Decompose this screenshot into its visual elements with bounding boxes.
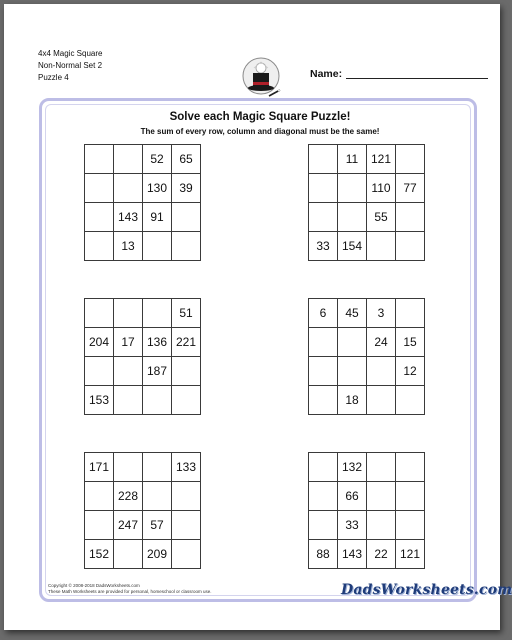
given-number-cell: 15 (396, 328, 425, 357)
blank-cell[interactable] (367, 482, 396, 511)
grid-row (309, 511, 425, 540)
given-number-cell: 77 (396, 174, 425, 203)
blank-cell[interactable] (396, 511, 425, 540)
blank-cell[interactable] (396, 145, 425, 174)
blank-cell[interactable] (367, 386, 396, 415)
blank-cell[interactable] (114, 453, 143, 482)
blank-cell[interactable] (85, 299, 114, 328)
name-label: Name: (310, 68, 343, 80)
given-number-cell: 24 (367, 328, 396, 357)
grid-row (309, 453, 425, 482)
given-number-cell: 228 (114, 482, 143, 511)
grid-row (309, 482, 425, 511)
magic-square-1 (84, 144, 201, 261)
blank-cell[interactable] (114, 299, 143, 328)
grid-row (309, 203, 425, 232)
grid-row (85, 174, 201, 203)
dadsworksheets-logo: DadsWorksheets.com (341, 582, 512, 598)
blank-cell[interactable] (172, 386, 201, 415)
given-number-cell: 221 (172, 328, 201, 357)
magic-square-5 (84, 452, 201, 569)
given-number-cell: 22 (367, 540, 396, 569)
blank-cell[interactable] (396, 299, 425, 328)
blank-cell[interactable] (85, 174, 114, 203)
worksheet-set: Non-Normal Set 2 (38, 61, 103, 70)
given-number-cell: 187 (143, 357, 172, 386)
given-number-cell: 91 (143, 203, 172, 232)
given-number-cell: 6 (309, 299, 338, 328)
blank-cell[interactable] (309, 145, 338, 174)
grid-row (85, 453, 201, 482)
given-number-cell: 11 (338, 145, 367, 174)
given-number-cell: 3 (367, 299, 396, 328)
given-number-cell: 110 (367, 174, 396, 203)
blank-cell[interactable] (172, 540, 201, 569)
blank-cell[interactable] (85, 203, 114, 232)
blank-cell[interactable] (309, 453, 338, 482)
blank-cell[interactable] (114, 540, 143, 569)
grid-row (85, 357, 201, 386)
blank-cell[interactable] (396, 482, 425, 511)
given-number-cell: 247 (114, 511, 143, 540)
blank-cell[interactable] (172, 203, 201, 232)
blank-cell[interactable] (309, 386, 338, 415)
given-number-cell: 12 (396, 357, 425, 386)
magic-square-6 (308, 452, 425, 569)
name-field[interactable] (346, 78, 488, 79)
grid-row (309, 328, 425, 357)
grid-row (85, 540, 201, 569)
given-number-cell: 55 (367, 203, 396, 232)
given-number-cell: 13 (114, 232, 143, 261)
grid-row (309, 540, 425, 569)
grid-row (309, 299, 425, 328)
grid-row (309, 232, 425, 261)
blank-cell[interactable] (309, 482, 338, 511)
magic-square-2 (308, 144, 425, 261)
given-number-cell: 130 (143, 174, 172, 203)
blank-cell[interactable] (114, 357, 143, 386)
magic-square-3 (84, 298, 201, 415)
grid-row (85, 203, 201, 232)
blank-cell[interactable] (172, 482, 201, 511)
given-number-cell: 143 (338, 540, 367, 569)
blank-cell[interactable] (85, 232, 114, 261)
grid-row (85, 145, 201, 174)
given-number-cell: 33 (338, 511, 367, 540)
blank-cell[interactable] (338, 203, 367, 232)
blank-cell[interactable] (338, 174, 367, 203)
blank-cell[interactable] (172, 511, 201, 540)
instructions-subtitle: The sum of every row, column and diagonal must be the same! (140, 127, 380, 136)
worksheet-page (4, 4, 512, 630)
given-number-cell: 65 (172, 145, 201, 174)
grid-row (85, 299, 201, 328)
given-number-cell: 209 (143, 540, 172, 569)
footer (48, 583, 212, 595)
blank-cell[interactable] (309, 203, 338, 232)
blank-cell[interactable] (367, 357, 396, 386)
blank-cell[interactable] (367, 232, 396, 261)
blank-cell[interactable] (85, 482, 114, 511)
grid-row (85, 482, 201, 511)
given-number-cell: 153 (85, 386, 114, 415)
given-number-cell: 51 (172, 299, 201, 328)
given-number-cell: 52 (143, 145, 172, 174)
grid-row (85, 511, 201, 540)
grid-row (85, 386, 201, 415)
blank-cell[interactable] (309, 174, 338, 203)
blank-cell[interactable] (114, 386, 143, 415)
blank-cell[interactable] (396, 386, 425, 415)
grid-row (85, 232, 201, 261)
given-number-cell: 132 (338, 453, 367, 482)
blank-cell[interactable] (309, 328, 338, 357)
instructions-title: Solve each Magic Square Puzzle! (169, 111, 351, 123)
given-number-cell: 136 (143, 328, 172, 357)
grid-row (309, 357, 425, 386)
given-number-cell: 18 (338, 386, 367, 415)
grid-row (309, 174, 425, 203)
blank-cell[interactable] (338, 357, 367, 386)
blank-cell[interactable] (143, 232, 172, 261)
given-number-cell: 204 (85, 328, 114, 357)
blank-cell[interactable] (143, 299, 172, 328)
given-number-cell: 45 (338, 299, 367, 328)
given-number-cell: 39 (172, 174, 201, 203)
blank-cell[interactable] (309, 357, 338, 386)
blank-cell[interactable] (172, 357, 201, 386)
blank-cell[interactable] (367, 453, 396, 482)
given-number-cell: 88 (309, 540, 338, 569)
given-number-cell: 171 (85, 453, 114, 482)
given-number-cell: 143 (114, 203, 143, 232)
blank-cell[interactable] (367, 511, 396, 540)
given-number-cell: 121 (367, 145, 396, 174)
blank-cell[interactable] (143, 482, 172, 511)
usage-note: These Math Worksheets are provided for personal, homeschool or classroom use. (48, 589, 212, 594)
blank-cell[interactable] (85, 511, 114, 540)
grid-row (309, 145, 425, 174)
given-number-cell: 17 (114, 328, 143, 357)
blank-cell[interactable] (85, 145, 114, 174)
given-number-cell: 152 (85, 540, 114, 569)
magic-hat-icon (239, 54, 283, 104)
blank-cell[interactable] (396, 203, 425, 232)
given-number-cell: 154 (338, 232, 367, 261)
blank-cell[interactable] (114, 145, 143, 174)
blank-cell[interactable] (309, 511, 338, 540)
given-number-cell: 121 (396, 540, 425, 569)
blank-cell[interactable] (396, 453, 425, 482)
blank-cell[interactable] (396, 232, 425, 261)
worksheet-header-info (38, 48, 102, 84)
worksheet-title: 4x4 Magic Square (38, 49, 103, 58)
blank-cell[interactable] (338, 328, 367, 357)
magic-square-4 (308, 298, 425, 415)
blank-cell[interactable] (143, 453, 172, 482)
given-number-cell: 133 (172, 453, 201, 482)
given-number-cell: 33 (309, 232, 338, 261)
worksheet-puzzle-number: Puzzle 4 (38, 73, 69, 82)
given-number-cell: 66 (338, 482, 367, 511)
blank-cell[interactable] (85, 357, 114, 386)
blank-cell[interactable] (143, 386, 172, 415)
grid-row (85, 328, 201, 357)
blank-cell[interactable] (172, 232, 201, 261)
given-number-cell: 57 (143, 511, 172, 540)
blank-cell[interactable] (114, 174, 143, 203)
grid-row (309, 386, 425, 415)
copyright-text: Copyright © 2008-2018 DadsWorksheets.com (48, 583, 140, 588)
